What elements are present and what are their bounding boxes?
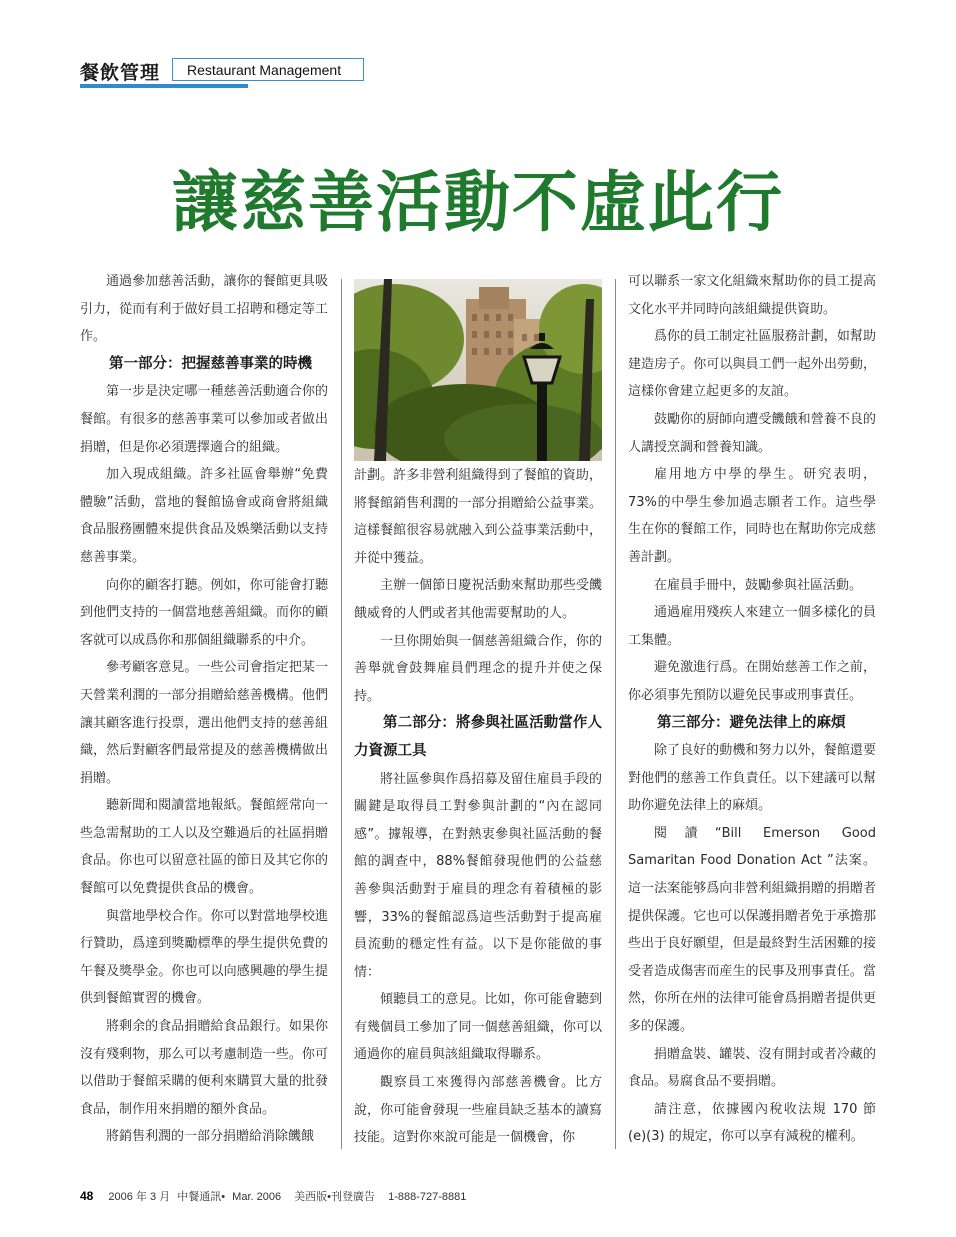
column-divider [341,279,342,1149]
paragraph: 捐贈盒裝、罐裝、沒有開封或者冷藏的食品。易腐食品不要捐贈。 [628,1046,876,1090]
article-column-3 [628,268,876,1151]
paragraph: 爲你的員工制定社區服務計劃，如幫助建造房子。你可以與員工們一起外出勞動，這樣你會建立起更多的友誼。 [628,329,876,400]
article-column-2 [354,462,602,1152]
issue-label: Mar. 2006 [232,1191,282,1203]
publication-name: 中餐通訊• [177,1191,226,1203]
edition-label: 美西版•刊登廣告 [294,1191,376,1203]
paragraph: 計劃。許多非營利組織得到了餐館的資助，將餐館銷售利潤的一部分捐贈給公益事業。這樣餐館很容易就融入到公益事業活動中，并從中獲益。 [354,468,602,566]
paragraph: 鼓勵你的厨師向遭受饑餓和營養不良的人講授烹調和營養知識。 [628,411,876,455]
street-lamp-image [354,279,602,461]
paragraph: 向你的顧客打聽。例如，你可能會打聽到他們支持的一個當地慈善組織。而你的顧客就可以成爲你和那個組織聯系的中介。 [80,577,328,648]
column-divider [615,279,616,1149]
section-name-en: Restaurant Management [172,58,364,81]
paragraph: 將社區參與作爲招募及留住雇員手段的關鍵是取得員工對參與計劃的“內在認同感”。據報導，在對熱衷參與社區活動的餐館的調查中，88%餐館發現他們的公益慈善參與活動對于雇員的理念有着積極的影響，33%的餐館認爲這些活動對于提高雇員流動的穩定性有益。以下是你能做的事情： [354,771,602,980]
paragraph: 在雇員手冊中，鼓勵參與社區活動。 [654,577,863,593]
paragraph: 傾聽員工的意見。比如，你可能會聽到有幾個員工參加了同一個慈善組織，你可以通過你的雇員與該組織取得聯系。 [354,992,602,1063]
paragraph: 雇用地方中學的學生。研究表明，73%的中學生參加過志願者工作。這些學生在你的餐館工作，同時也在幫助你完成慈善計劃。 [628,467,876,565]
paragraph: 聽新聞和閱讀當地報紙。餐館經常向一些急需幫助的工人以及空難過后的社區捐贈食品。你也可以留意社區的節日及其它你的餐館可以免費提供食品的機會。 [80,798,328,897]
section-name-zh: 餐飲管理 [80,62,161,84]
paragraph: 可以聯系一家文化組織來幫助你的員工提高文化水平并同時向該組織提供資助。 [628,274,876,317]
paragraph: 閱讀“Bill Emerson Good Samaritan Food Donation Act ”法案。這一法案能够爲向非營利組織捐贈的捐贈者提供保護。它也可以保護捐贈者免于承擔那些出于良好願望，但是最終對生活困難的接受者造成傷害而産生的民事及刑事責任。當然，你所在州的法律可能會爲捐贈者提供更多的保護。 [628,825,876,1035]
page-footer [80,1188,470,1204]
phone-number: 1-888-727-8881 [388,1191,467,1203]
paragraph: 請注意，依據國內稅收法規 170 節 (e)(3) 的規定，你可以享有減稅的權利。 [628,1101,876,1145]
article-title: 讓慈善活動不虛此行 [172,163,784,241]
paragraph: 加入現成組織。許多社區會舉辦“免費體驗”活動，當地的餐館協會或商會將組織食品服務團體來提供食品及娛樂活動以支持慈善事業。 [80,467,328,565]
paragraph: 與當地學校合作。你可以對當地學校進行贊助，爲達到獎勵標準的學生提供免費的午餐及獎學金。你也可以向感興趣的學生提供到餐館實習的機會。 [80,908,328,1007]
paragraph: 第一步是決定哪一種慈善活動適合你的餐館。有很多的慈善事業可以參加或者做出捐贈，但是你必須選擇適合的組織。 [80,384,328,455]
paragraph: 通過參加慈善活動，讓你的餐館更具吸引力，從而有利于做好員工招聘和穩定等工作。 [80,274,328,345]
paragraph: 通過雇用殘疾人來建立一個多樣化的員工集體。 [628,605,876,648]
section-heading-2: 第二部分：將參與社區活動當作人力資源工具 [354,715,602,759]
header-rule [80,84,248,88]
page-number: 48 [80,1189,94,1203]
paragraph: 參考顧客意見。一些公司會指定把某一天營業利潤的一部分捐贈給慈善機構。他們讓其顧客進行投票，選出他們支持的慈善組織，然后對顧客們最常提及的慈善機構做出捐贈。 [80,660,328,786]
paragraph: 主辦一個節日慶祝活動來幫助那些受饑餓威脅的人們或者其他需要幫助的人。 [354,578,602,621]
paragraph: 將銷售利潤的一部分捐贈給消除饑餓 [106,1129,315,1145]
issue-date: 2006 年 3 月 [108,1191,171,1203]
paragraph: 將剩余的食品捐贈給食品銀行。如果你沒有殘剩物，那么可以考慮制造一些。你可以借助于餐館采購的便利來購買大量的批發食品，制作用來捐贈的額外食品。 [80,1019,328,1117]
article-column-1 [80,268,328,1151]
section-heading-3: 第三部分：避免法律上的麻煩 [657,714,846,731]
section-heading-1: 第一部分：把握慈善事業的時機 [109,355,312,372]
paragraph: 觀察員工來獲得內部慈善機會。比方說，你可能會發現一些雇員缺乏基本的讀寫技能。這對你來說可能是一個機會，你 [354,1075,602,1146]
street-lamp-photo [354,279,602,461]
paragraph: 除了良好的動機和努力以外，餐館還要對他們的慈善工作負責任。以下建議可以幫助你避免法律上的麻煩。 [628,743,876,814]
paragraph: 一旦你開始與一個慈善組織合作，你的善舉就會鼓舞雇員們理念的提升并使之保持。 [354,633,602,704]
paragraph: 避免激進行爲。在開始慈善工作之前，你必須事先預防以避免民事或刑事責任。 [628,660,876,703]
